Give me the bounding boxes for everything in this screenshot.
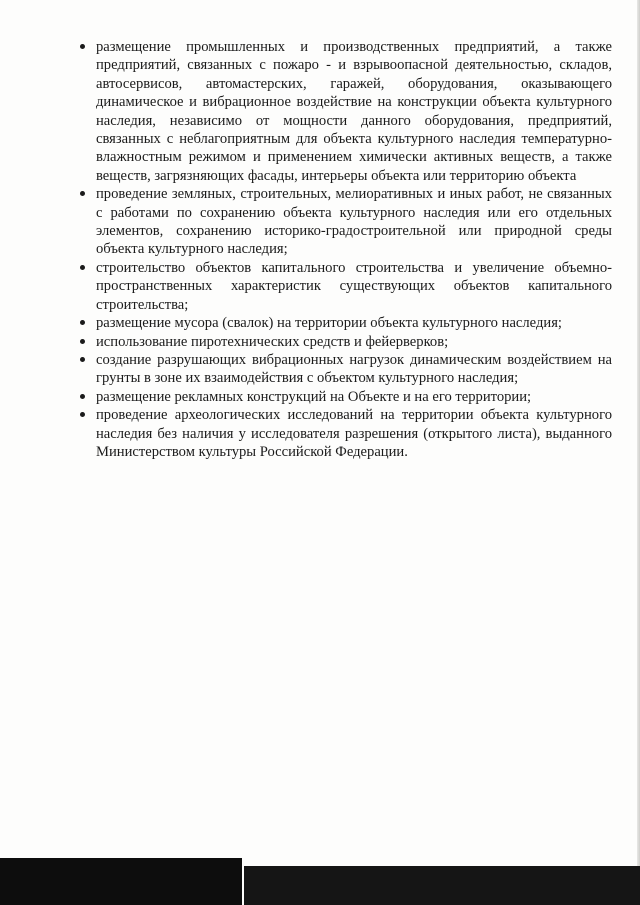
list-item-text: создание разрушающих вибрационных нагрузок динамическим воздействием на грунты в зоне их взаимодействия с объектом культурного наследия; [96, 351, 612, 387]
list-item-text: проведение археологических исследований на территории объекта культурного наследия без наличия у исследователя разрешения (открытого листа), выданного Министерством культуры Российской Федерации. [96, 407, 612, 460]
list-item-text: размещение мусора (свалок) на территории объекта культурного наследия; [96, 315, 562, 332]
list-item [78, 185, 612, 259]
scan-shadow-right [244, 866, 640, 905]
bullet-icon [80, 191, 85, 196]
bullet-icon [80, 339, 85, 344]
bullet-icon [80, 320, 85, 325]
list-item [78, 351, 612, 388]
document-body [78, 38, 612, 461]
bullet-icon [80, 412, 85, 417]
list-item-text: строительство объектов капитального строительства и увеличение объемно-пространственных характеристик существующих объектов капитального строительства; [96, 259, 612, 313]
list-item [78, 388, 612, 406]
list-item-text: размещение промышленных и производственных предприятий, а также предприятий, связанных с пожаро - и взрывоопасной деятельностью, складов, автосервисов, автомастерских, гаражей, оборудования, оказывающего динамическое и вибрационное воздействие на конструкции объекта культурного наследия, независимо от мощности данного оборудования, предприятий, связанных с неблагоприятным для объекта культурного наследия температурно-влажностным режимом и применением химически активных веществ, а также веществ, загрязняющих фасады, интерьеры объекта или территорию объекта [96, 39, 612, 184]
list-item [78, 259, 612, 314]
list-item [78, 406, 612, 461]
bullet-icon [80, 44, 85, 49]
list-item-text: размещение рекламных конструкций на Объекте и на его территории; [96, 388, 532, 405]
list-item [78, 314, 612, 332]
bullet-icon [80, 265, 85, 270]
list-item [78, 333, 612, 351]
bullet-icon [80, 357, 85, 362]
list-item [78, 38, 612, 185]
scan-shadow-left [0, 858, 242, 905]
bullet-icon [80, 394, 85, 399]
list-item-text: проведение земляных, строительных, мелиоративных и иных работ, не связанных с работами по сохранению объекта культурного наследия или его отдельных элементов, сохранению историко-градостроительной или природной среды объекта культурного наследия; [96, 186, 612, 258]
list-item-text: использование пиротехнических средств и фейерверков; [96, 333, 449, 350]
restrictions-list [78, 38, 612, 461]
